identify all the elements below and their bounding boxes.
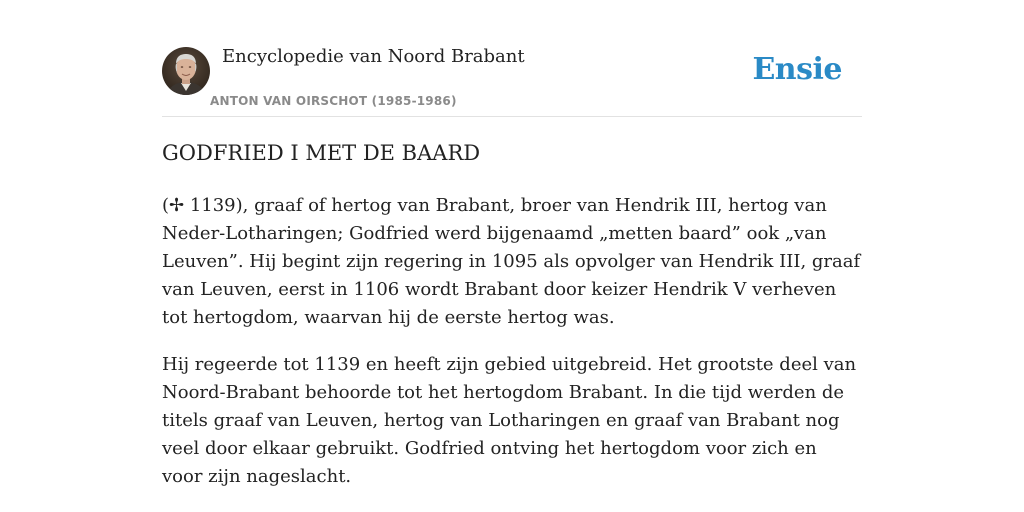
- author-avatar[interactable]: [162, 47, 210, 95]
- entry-paragraph-1: (✢ 1139), graaf of hertog van Brabant, broer van Hendrik III, hertog van Neder-Lotharingen; Godfried werd bijgenaamd „metten baard” ook „van Leuven”. Hij begint zijn regering in 1095 als opvolger van Hendrik III, graaf van Leuven, eerst in 1106 wordt Brabant door keizer Hendrik V verheven tot hertogdom, waarvan hij de eerste hertog was.: [162, 195, 861, 328]
- author-portrait-icon: [162, 47, 210, 95]
- author-name[interactable]: ANTON VAN OIRSCHOT (1985-1986): [210, 94, 457, 108]
- article-page: [162, 0, 862, 512]
- book-title[interactable]: Encyclopedie van Noord Brabant: [222, 46, 525, 67]
- ensie-logo[interactable]: Ensie: [752, 52, 842, 87]
- entry-title: GODFRIED I MET DE BAARD: [162, 141, 481, 165]
- page-header: [162, 0, 862, 117]
- entry-paragraph-2: Hij regeerde tot 1139 en heeft zijn gebied uitgebreid. Het grootste deel van Noord-Brabant behoorde tot het hertogdom Brabant. In die tijd werden de titels graaf van Leuven, hertog van Lotharingen en graaf van Brabant nog veel door elkaar gebruikt. Godfried ontving het hertogdom voor zich en voor zijn nageslacht.: [162, 354, 857, 487]
